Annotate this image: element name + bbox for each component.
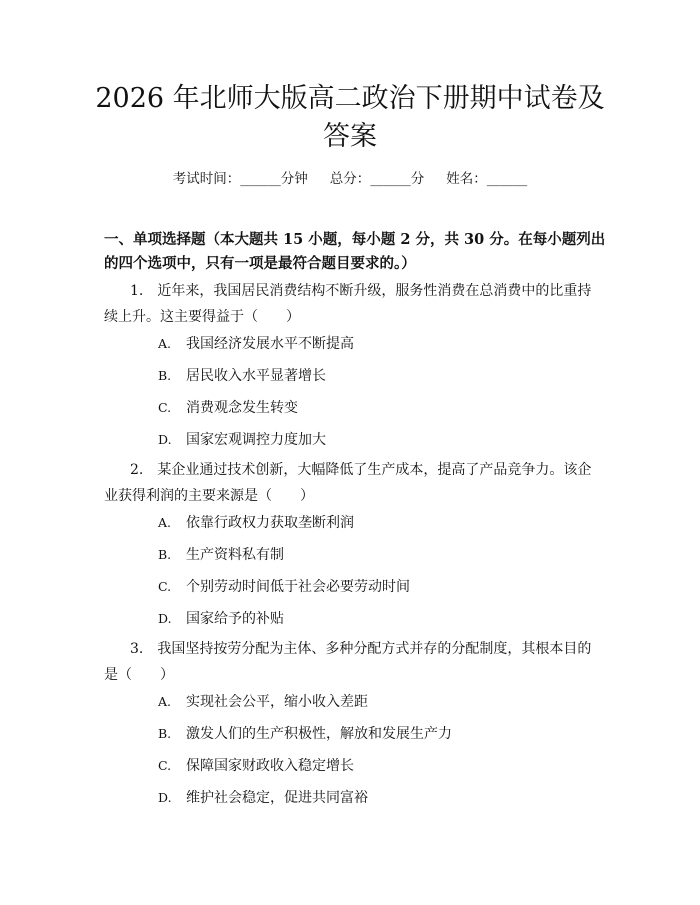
option-text: 我国经济发展水平不断提高 [186, 336, 354, 352]
question-number: 2. [130, 462, 144, 478]
question-2-option-a [158, 513, 354, 533]
question-text: 某企业通过技术创新，大幅降低了生产成本，提高了产品竞争力。该企业获得利润的主要来源是（ ） [104, 462, 592, 504]
option-letter: C. [158, 758, 172, 773]
question-text: 近年来，我国居民消费结构不断升级，服务性消费在总消费中的比重持续上升。这主要得益于（ ） [104, 283, 592, 325]
question-1-option-c [158, 398, 298, 418]
option-letter: A. [158, 336, 172, 351]
exam-info [0, 170, 700, 188]
total-score-field: 总分：______分 [329, 171, 425, 187]
option-letter: C. [158, 400, 172, 415]
question-1 [104, 278, 604, 330]
option-text: 激发人们的生产积极性，解放和发展生产力 [186, 726, 452, 742]
option-text: 依靠行政权力获取垄断利润 [186, 515, 354, 531]
question-2-option-d [158, 609, 284, 629]
option-text: 国家宏观调控力度加大 [186, 432, 326, 448]
option-text: 个别劳动时间低于社会必要劳动时间 [186, 579, 410, 595]
option-text: 居民收入水平显著增长 [186, 368, 326, 384]
question-text: 我国坚持按劳分配为主体、多种分配方式并存的分配制度，其根本目的是（ ） [104, 641, 592, 683]
option-text: 生产资料私有制 [186, 547, 284, 563]
question-1-option-a [158, 334, 354, 354]
question-3 [104, 636, 604, 688]
question-2-option-b [158, 545, 284, 565]
option-letter: C. [158, 579, 172, 594]
option-letter: A. [158, 515, 172, 530]
option-text: 国家给予的补贴 [186, 611, 284, 627]
option-letter: B. [158, 368, 172, 383]
option-text: 维护社会稳定，促进共同富裕 [186, 790, 368, 806]
option-letter: D. [158, 432, 172, 447]
question-2 [104, 457, 604, 509]
option-letter: D. [158, 611, 172, 626]
question-3-option-c [158, 756, 354, 776]
question-3-option-a [158, 692, 368, 712]
option-letter: A. [158, 694, 172, 709]
question-3-option-d [158, 788, 368, 808]
exam-time-field: 考试时间：______分钟 [172, 171, 308, 187]
student-name-field: 姓名：______ [446, 171, 528, 187]
question-2-option-c [158, 577, 410, 597]
question-1-option-b [158, 366, 326, 386]
option-text: 消费观念发生转变 [186, 400, 298, 416]
option-letter: B. [158, 547, 172, 562]
question-number: 3. [130, 641, 144, 657]
option-letter: B. [158, 726, 172, 741]
question-1-option-d [158, 430, 326, 450]
section-heading: 一、单项选择题（本大题共 15 小题，每小题 2 分，共 30 分。在每小题列出的四个选项中，只有一项是最符合题目要求的。） [104, 231, 606, 272]
question-3-option-b [158, 724, 452, 744]
option-letter: D. [158, 790, 172, 805]
page-title: 2026 年北师大版高二政治下册期中试卷及答案 [95, 83, 605, 152]
option-text: 实现社会公平，缩小收入差距 [186, 694, 368, 710]
question-number: 1. [130, 283, 144, 299]
option-text: 保障国家财政收入稳定增长 [186, 758, 354, 774]
